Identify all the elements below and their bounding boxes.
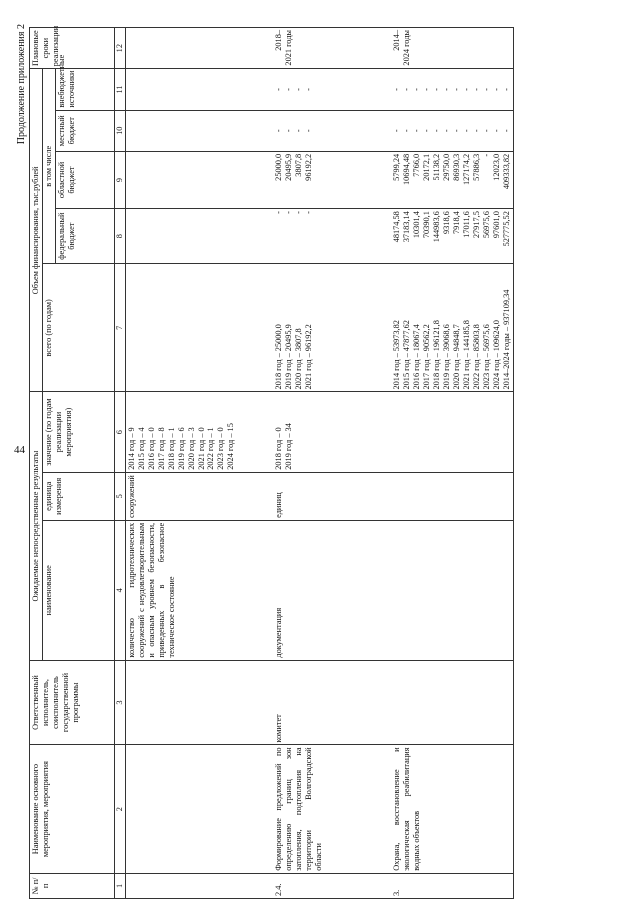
financing-regional-line: 409333,82 bbox=[501, 153, 511, 190]
financing-local-line: - bbox=[392, 129, 402, 133]
financing-regional bbox=[391, 151, 513, 208]
financing-total-line: 2022 год – 85803,8 bbox=[471, 324, 481, 390]
financing-local bbox=[273, 110, 391, 151]
financing-offbudget-line: - bbox=[304, 88, 314, 91]
financing-regional bbox=[273, 151, 391, 208]
financing-offbudget-line: - bbox=[422, 88, 432, 91]
header-num: № п/п bbox=[30, 873, 115, 898]
financing-offbudget-line: - bbox=[462, 88, 472, 91]
expected-result-values-line: 2017 год – 8 bbox=[156, 427, 166, 470]
page-number: 44 bbox=[14, 444, 25, 456]
table-row bbox=[273, 28, 391, 899]
financing-offbudget-line: - bbox=[471, 88, 481, 91]
financing-federal-line: 7918,4 bbox=[452, 211, 462, 234]
financing-total bbox=[391, 264, 513, 392]
expected-result-values-line: 2016 год – 0 bbox=[146, 427, 156, 470]
financing-offbudget bbox=[125, 69, 273, 110]
financing-total-line: 2023 год – 56975,6 bbox=[481, 324, 491, 390]
financing-local-line: - bbox=[462, 129, 472, 133]
responsible-executor: комитет bbox=[273, 660, 391, 745]
expected-result-values-line: 2022 год – 1 bbox=[206, 427, 216, 470]
financing-total-line: 2014–2024 годы – 937109,34 bbox=[501, 289, 511, 390]
financing-federal-line: - bbox=[284, 211, 294, 214]
header-offbudget: внебюджетные источники bbox=[55, 69, 114, 110]
financing-federal-line: 27917,5 bbox=[471, 211, 481, 239]
header-exp-value: значение (по годам реализации мероприятия) bbox=[42, 392, 114, 472]
financing-local-line: - bbox=[284, 129, 294, 133]
measure-name: Формирование предложений по определению границ зон затопления, подтопления на территории Волгоградской области bbox=[273, 745, 391, 873]
column-number: 5 bbox=[114, 472, 125, 520]
header-regional: областной бюджет bbox=[55, 151, 114, 208]
financing-total-line: 2015 год – 47877,62 bbox=[402, 320, 412, 390]
column-numbers-row bbox=[114, 28, 125, 899]
column-number: 11 bbox=[114, 69, 125, 110]
financing-offbudget-line: - bbox=[442, 88, 452, 91]
column-number: 9 bbox=[114, 151, 125, 208]
responsible-executor bbox=[391, 660, 513, 745]
financing-regional-line: 57886,3 bbox=[471, 153, 481, 181]
financing-local bbox=[125, 110, 273, 151]
financing-total bbox=[273, 264, 391, 392]
column-number: 4 bbox=[114, 520, 125, 660]
financing-regional-line: 29750,0 bbox=[442, 153, 452, 181]
column-number: 12 bbox=[114, 28, 125, 69]
financing-total-line: 2016 год – 18067,4 bbox=[412, 324, 422, 390]
financing-regional-line: 86930,3 bbox=[452, 153, 462, 181]
financing-regional-line: 96192,2 bbox=[304, 153, 314, 181]
header-local: местный бюджет bbox=[55, 110, 114, 151]
financing-local-line: - bbox=[412, 129, 422, 133]
table-row bbox=[391, 28, 513, 899]
financing-federal-line: - bbox=[304, 211, 314, 214]
financing-total-line: 2020 год – 94848,7 bbox=[452, 324, 462, 390]
header-name: Наименование основного мероприятия, мероприятия bbox=[30, 745, 115, 873]
financing-federal-line: 17011,6 bbox=[462, 211, 472, 238]
financing-federal-line: 37183,14 bbox=[402, 211, 412, 243]
financing-local-line: - bbox=[442, 129, 452, 133]
financing-local-line: - bbox=[432, 129, 442, 133]
expected-result-name bbox=[391, 520, 513, 660]
column-number: 6 bbox=[114, 392, 125, 472]
financing-federal-line: 144983,6 bbox=[432, 211, 442, 243]
financing-offbudget-line: - bbox=[432, 88, 442, 91]
financing-federal-line: 9318,6 bbox=[442, 211, 452, 234]
expected-result-unit: единиц bbox=[273, 472, 391, 520]
expected-result-values-line: 2019 год – 34 bbox=[284, 423, 294, 470]
measure-name bbox=[125, 745, 273, 873]
header-exp-name: наименование bbox=[42, 520, 114, 660]
financing-regional-line: 7766,0 bbox=[412, 153, 422, 177]
expected-result-values bbox=[125, 392, 273, 472]
financing-federal bbox=[273, 209, 391, 264]
expected-result-values-line: 2024 год – 15 bbox=[226, 423, 236, 470]
financing-total-line: 2024 год – 109624,0 bbox=[491, 320, 501, 390]
financing-federal-line: 70390,1 bbox=[422, 211, 432, 239]
financing-offbudget-line: - bbox=[402, 88, 412, 91]
financing-offbudget-line: - bbox=[501, 88, 511, 91]
financing-local-line: - bbox=[491, 129, 501, 133]
column-number: 7 bbox=[114, 264, 125, 392]
expected-result-values-line: 2014 год – 9 bbox=[126, 427, 136, 470]
financing-federal-line: 56975,6 bbox=[481, 211, 491, 239]
planned-period: 2014–2024 годы bbox=[391, 28, 513, 69]
financing-total-line: 2018 год – 196121,8 bbox=[432, 320, 442, 390]
financing-local-line: - bbox=[304, 129, 314, 133]
row-number: 2.4. bbox=[273, 873, 391, 898]
financing-offbudget bbox=[391, 69, 513, 110]
column-number: 3 bbox=[114, 660, 125, 745]
planned-period: 2018–2021 годы bbox=[273, 28, 391, 69]
header-exp-unit: единица измерения bbox=[42, 472, 114, 520]
expected-result-values-line: 2020 год – 3 bbox=[186, 427, 196, 470]
financing-total-line: 2017 год – 90562,2 bbox=[422, 324, 432, 390]
responsible-executor bbox=[125, 660, 273, 745]
financing-regional-line: 10694,48 bbox=[402, 153, 412, 185]
financing-offbudget-line: - bbox=[274, 88, 284, 91]
financing-regional-line: 51138,2 bbox=[432, 153, 442, 181]
financing-total-line: 2020 год – 3807,8 bbox=[294, 328, 304, 390]
financing-regional-line: 20495,9 bbox=[284, 153, 294, 181]
table-body bbox=[125, 28, 513, 899]
financing-federal-line: 10301,4 bbox=[412, 211, 422, 239]
financing-local-line: - bbox=[452, 129, 462, 133]
financing-federal bbox=[125, 209, 273, 264]
financing-total-line: 2014 год – 53973,82 bbox=[392, 320, 402, 390]
financing-offbudget-line: - bbox=[491, 88, 501, 91]
expected-result-name: количество гидротехнических сооружений с неудовлетворительным и опасным уровнем безопасности, приведенных в безопасное техническое состояние bbox=[125, 520, 273, 660]
expected-result-values-line: 2015 год – 4 bbox=[136, 427, 146, 470]
header-federal: федеральный бюджет bbox=[55, 209, 114, 264]
financing-offbudget-line: - bbox=[481, 88, 491, 91]
financing-offbudget-line: - bbox=[392, 88, 402, 91]
header-responsible: Ответственный исполнитель, соисполнитель государственной программы bbox=[30, 660, 115, 745]
rotated-sheet bbox=[15, 14, 620, 899]
financing-offbudget-line: - bbox=[294, 88, 304, 91]
financing-local-line: - bbox=[471, 129, 481, 133]
appendix-caption: Продолжение приложения 2 bbox=[16, 24, 27, 145]
financing-federal-line: 527775,52 bbox=[501, 211, 511, 247]
financing-local-line: - bbox=[274, 129, 284, 133]
header-period: Плановые сроки реализации bbox=[30, 28, 115, 69]
column-number: 8 bbox=[114, 209, 125, 264]
financing-offbudget-line: - bbox=[452, 88, 462, 91]
column-number: 1 bbox=[114, 873, 125, 898]
column-number: 2 bbox=[114, 745, 125, 873]
financing-regional-line: 127174,2 bbox=[462, 153, 472, 185]
row-number: 3. bbox=[391, 873, 513, 898]
financing-local-line: - bbox=[294, 129, 304, 133]
financing-regional-line: 25000,0 bbox=[274, 153, 284, 181]
table-row bbox=[125, 28, 273, 899]
header-expected: Ожидаемые непосредственные результаты bbox=[30, 392, 43, 660]
program-measures-table bbox=[29, 27, 514, 899]
financing-total-line: 2018 год – 25000,0 bbox=[274, 324, 284, 390]
financing-total-line: 2019 год – 39068,6 bbox=[442, 324, 452, 390]
planned-period bbox=[125, 28, 273, 69]
measure-name: Охрана, восстановление и экологическая реабилитация водных объектов bbox=[391, 745, 513, 873]
financing-local-line: - bbox=[402, 129, 412, 133]
financing-total-line: 2021 год – 144185,8 bbox=[462, 320, 472, 390]
financing-local bbox=[391, 110, 513, 151]
expected-result-values-line: 2018 год – 1 bbox=[166, 427, 176, 470]
row-number bbox=[125, 873, 273, 898]
expected-result-values-line: 2021 год – 0 bbox=[196, 427, 206, 470]
financing-offbudget bbox=[273, 69, 391, 110]
financing-federal-line: - bbox=[294, 211, 304, 214]
expected-result-values-line: 2023 год – 0 bbox=[216, 427, 226, 470]
financing-local-line: - bbox=[422, 129, 432, 133]
financing-regional bbox=[125, 151, 273, 208]
financing-total bbox=[125, 264, 273, 392]
financing-total-line: 2019 год – 20495,9 bbox=[284, 324, 294, 390]
financing-regional-line: 3807,8 bbox=[294, 153, 304, 177]
financing-offbudget-line: - bbox=[284, 88, 294, 91]
financing-local-line: - bbox=[501, 129, 511, 133]
expected-result-values bbox=[273, 392, 391, 472]
financing-regional-line: 20172,1 bbox=[422, 153, 432, 181]
financing-offbudget-line: - bbox=[412, 88, 422, 91]
expected-result-unit bbox=[391, 472, 513, 520]
financing-total-line: 2021 год – 96192,2 bbox=[304, 324, 314, 390]
financing-local-line: - bbox=[481, 129, 491, 133]
expected-result-name: документация bbox=[273, 520, 391, 660]
expected-result-values bbox=[391, 392, 513, 472]
header-financing: Объем финансирования, тыс.рублей bbox=[30, 69, 43, 392]
financing-federal-line: - bbox=[274, 211, 284, 214]
expected-result-unit: сооружений bbox=[125, 472, 273, 520]
financing-regional-line: 12023,0 bbox=[491, 153, 501, 181]
header-including: в том числе bbox=[42, 69, 55, 264]
financing-federal bbox=[391, 209, 513, 264]
expected-result-values-line: 2019 год – 6 bbox=[176, 427, 186, 470]
header-total: всего (по годам) bbox=[42, 264, 114, 392]
financing-regional-line: 5799,24 bbox=[392, 153, 402, 181]
financing-federal-line: 97601,0 bbox=[491, 211, 501, 239]
financing-regional-line: - bbox=[481, 153, 491, 157]
expected-result-values-line: 2018 год – 0 bbox=[274, 427, 284, 470]
financing-federal-line: 48174,58 bbox=[392, 211, 402, 243]
column-number: 10 bbox=[114, 110, 125, 151]
